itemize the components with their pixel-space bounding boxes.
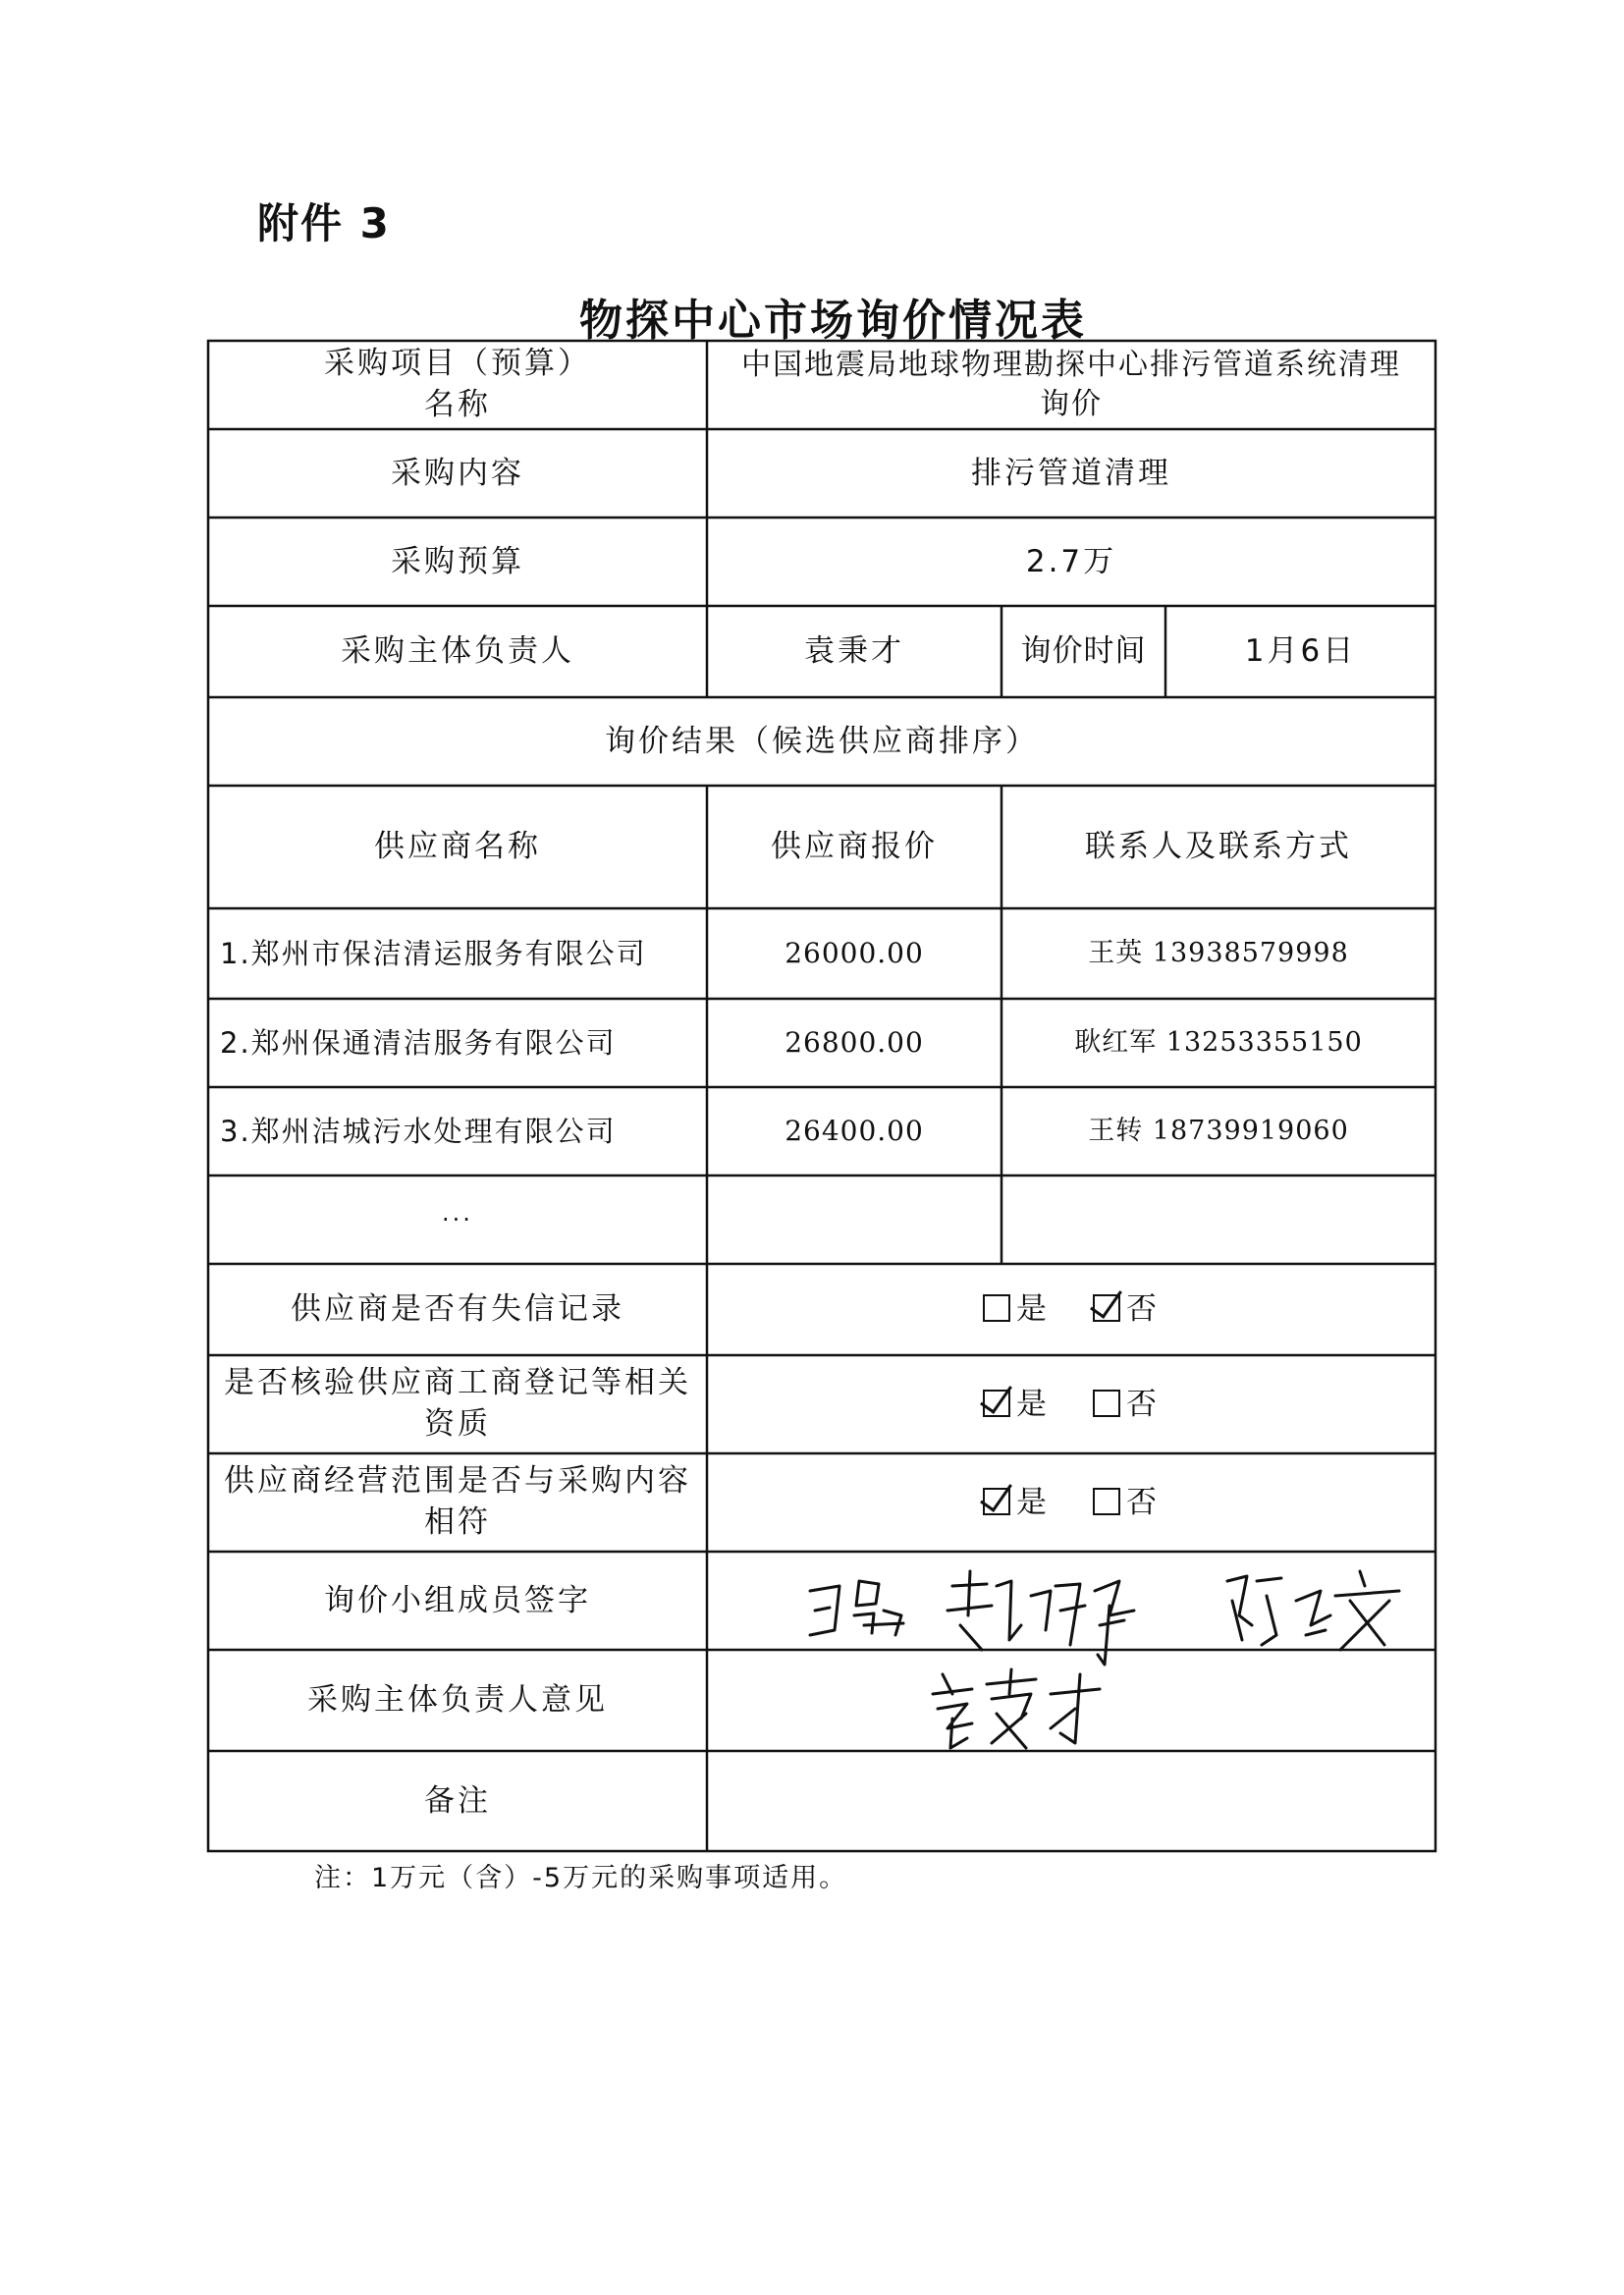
supplier-name: 1.郑州市保洁清运服务有限公司 xyxy=(220,936,647,970)
option-yes-label: 是 xyxy=(1016,1291,1050,1328)
checkbox-no[interactable] xyxy=(1093,1488,1120,1515)
option-no-label: 否 xyxy=(1126,1291,1160,1328)
supplier-contact: 耿红军 13253355150 xyxy=(1074,1027,1363,1059)
supplier-contact: 王转 18739919060 xyxy=(1088,1116,1349,1147)
option-no-label: 否 xyxy=(1126,1386,1160,1422)
project-name-value: 中国地震局地球物理勘探中心排污管道系统清理 询价 xyxy=(741,347,1401,421)
option-yes-label: 是 xyxy=(1016,1386,1050,1422)
option-no-label: 否 xyxy=(1126,1484,1160,1520)
opinion-label: 采购主体负责人意见 xyxy=(307,1682,608,1719)
supplier-price xyxy=(707,1175,1001,1264)
supplier-name-header: 供应商名称 xyxy=(374,829,541,865)
content-label: 采购内容 xyxy=(391,455,524,491)
supplier-contact-header: 联系人及联系方式 xyxy=(1085,829,1352,865)
supplier-name: 3.郑州洁城污水处理有限公司 xyxy=(220,1114,617,1148)
content-value: 排污管道清理 xyxy=(971,455,1171,491)
inquiry-time-label: 询价时间 xyxy=(1020,633,1147,670)
supplier-contact xyxy=(1001,1175,1435,1264)
budget-value: 2.7万 xyxy=(1025,543,1117,579)
supplier-name: ··· xyxy=(442,1205,473,1233)
credit-record-label: 供应商是否有失信记录 xyxy=(291,1291,624,1328)
supplier-name: 2.郑州保通清洁服务有限公司 xyxy=(220,1025,617,1060)
supplier-price-header: 供应商报价 xyxy=(771,829,938,865)
qualification-check-label: 是否核验供应商工商登记等相关 资质 xyxy=(224,1365,691,1442)
option-yes-label: 是 xyxy=(1016,1484,1050,1520)
supplier-contact: 王英 13938579998 xyxy=(1088,938,1349,969)
supplier-price: 26800.00 xyxy=(785,1025,924,1059)
checkbox-no[interactable] xyxy=(1093,1294,1120,1322)
checkbox-no[interactable] xyxy=(1093,1390,1120,1417)
credit-record-options xyxy=(707,1264,1435,1355)
responsible-label: 采购主体负责人 xyxy=(341,633,574,670)
attachment-label: 附件 3 xyxy=(257,199,391,247)
footnote: 注：1万元（含）-5万元的采购事项适用。 xyxy=(314,1863,848,1893)
signature-label: 询价小组成员签字 xyxy=(324,1582,591,1618)
inquiry-time-value: 1月6日 xyxy=(1244,633,1357,670)
supplier-price: 26000.00 xyxy=(785,936,924,969)
budget-label: 采购预算 xyxy=(391,543,524,579)
scope-check-options xyxy=(707,1453,1435,1552)
responsible-value: 袁秉才 xyxy=(804,633,904,670)
results-heading: 询价结果（候选供应商排序） xyxy=(605,723,1039,759)
form-title: 物探中心市场询价情况表 xyxy=(579,296,1087,346)
checkbox-yes[interactable] xyxy=(983,1294,1010,1322)
remark-label: 备注 xyxy=(424,1782,491,1819)
qualification-check-options xyxy=(707,1355,1435,1453)
project-name-label: 采购项目（预算） 名称 xyxy=(324,346,591,422)
checkbox-yes[interactable] xyxy=(983,1488,1010,1515)
supplier-price: 26400.00 xyxy=(785,1114,924,1147)
checkbox-yes[interactable] xyxy=(983,1390,1010,1417)
scope-check-label: 供应商经营范围是否与采购内容 相符 xyxy=(224,1463,691,1540)
remark-value xyxy=(707,1751,1435,1851)
